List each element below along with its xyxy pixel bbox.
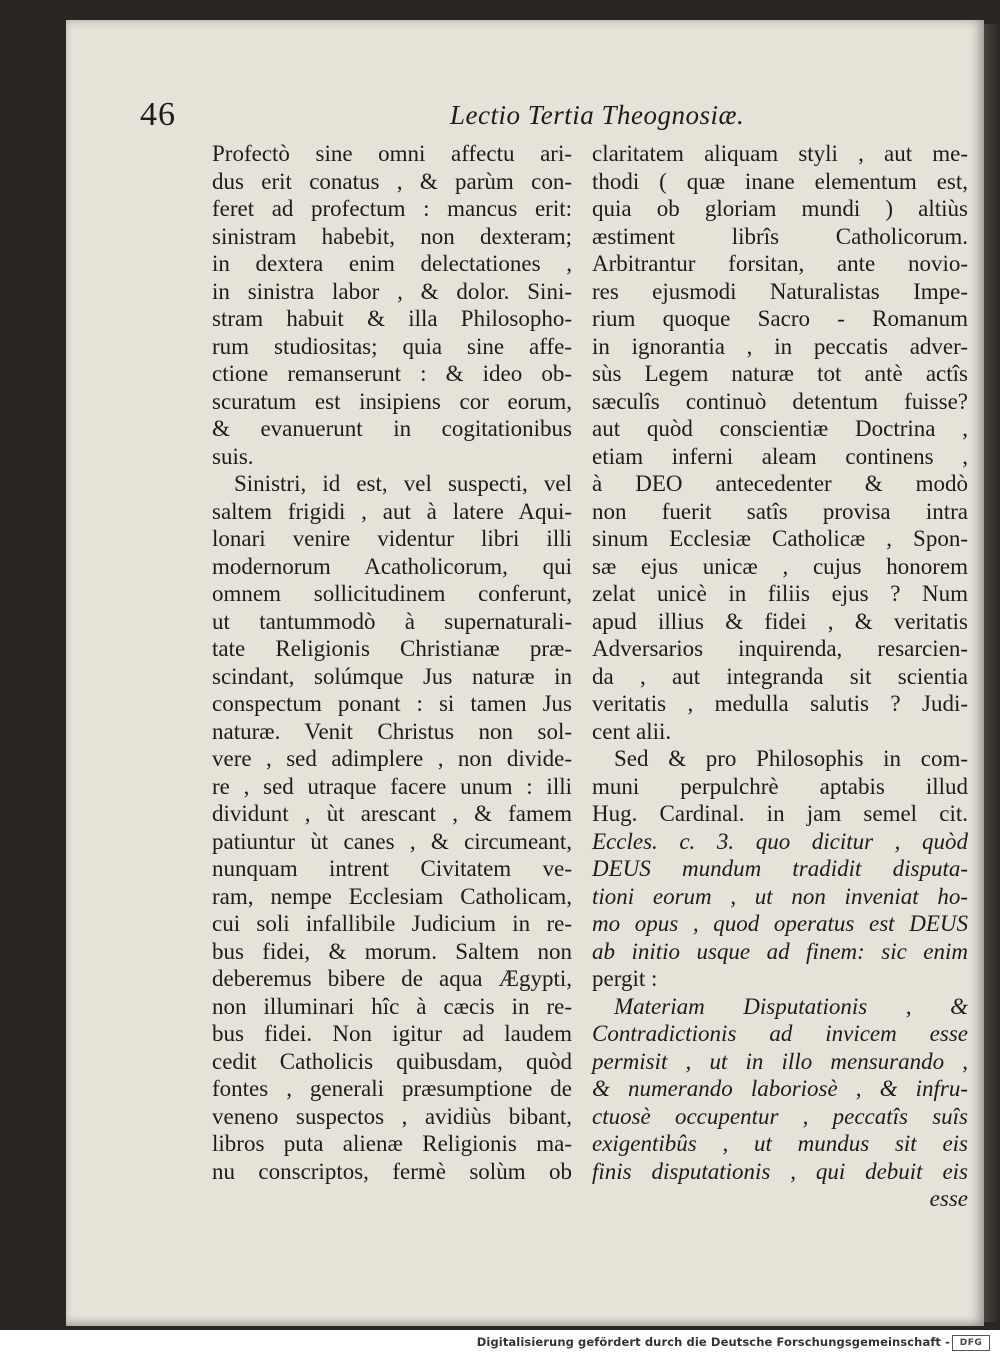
text-line: dus erit conatus , & parùm con- (212, 168, 572, 194)
text-line: rium quoque Sacro - Romanum (592, 306, 968, 331)
text-line: fontes , generali præsumptione de (212, 1076, 572, 1101)
text-line: saltem frigidi , aut à latere Aqui- (212, 498, 572, 524)
text-line: quia ob gloriam mundi ) altiùs (592, 196, 968, 221)
text-line: non fuerit satîs provisa intra (592, 498, 968, 524)
text-line: exigentibûs , ut mundus sit eis (592, 1131, 968, 1156)
text-line: feret ad profectum : mancus erit: (212, 196, 572, 221)
text-line: Sed & pro Philosophis in com- (614, 746, 968, 771)
text-line: patiuntur ùt canes , & circumeant, (212, 828, 572, 854)
text-line: suis. (212, 443, 254, 469)
text-line: sæ ejus unicæ , cujus honorem (592, 553, 968, 579)
dfg-logo: DFG (952, 1335, 990, 1351)
text-line: zelat unicè in filiis ejus ? Num (592, 581, 968, 606)
text-line: conspectum ponant : si tamen Jus (212, 691, 572, 716)
text-line: bus fidei, & morum. Saltem non (212, 938, 572, 964)
text-line: res ejusmodi Naturalistas Impe- (592, 278, 968, 304)
left-text-column (212, 140, 572, 1185)
text-line: sùs Legem naturæ tot antè actîs (592, 361, 968, 386)
page-number: 46 (140, 96, 176, 133)
text-line: tioni eorum , ut non inveniat ho- (592, 883, 968, 909)
right-text-column (592, 140, 968, 1213)
text-line: nu conscriptos, fermè solùm ob (212, 1158, 572, 1184)
funding-credit: Digitalisierung gefördert durch die Deutsche Forschungsgemeinschaft - (476, 1335, 950, 1349)
text-line: ut tantummodò à supernaturali- (212, 608, 572, 634)
text-line: veneno suspectos , avidiùs bibant, (212, 1103, 572, 1129)
text-line: deberemus bibere de aqua Ægypti, (212, 966, 572, 991)
text-line: DEUS mundum tradidit disputa- (592, 856, 968, 881)
text-line: thodi ( quæ inane elementum est, (592, 168, 968, 194)
text-line: rum studiositas; quia sine affe- (212, 333, 572, 359)
catchword: esse (929, 1186, 968, 1211)
text-line: ctione remanserunt : & ideo ob- (212, 361, 572, 386)
text-line: tate Religionis Christianæ præ- (212, 636, 572, 661)
text-line: cent alii. (592, 718, 672, 744)
text-line: in sinistra labor , & dolor. Sini- (212, 278, 572, 304)
text-line: Hug. Cardinal. in jam semel cit. (592, 801, 968, 826)
text-line: & numerando laboriosè , & infru- (592, 1076, 968, 1101)
text-line: Materiam Disputationis , & (614, 993, 968, 1019)
text-line: scindant, solúmque Jus naturæ in (212, 663, 572, 689)
text-line: sinistram habebit, non dexteram; (212, 223, 572, 249)
text-line: in ignorantia , in peccatis adver- (592, 333, 968, 359)
text-line: modernorum Acatholicorum, qui (212, 553, 572, 579)
text-line: cui soli infallibile Judicium in re- (212, 911, 572, 936)
text-line: pergit : (592, 966, 658, 991)
text-line: sinum Ecclesiæ Catholicæ , Spon- (592, 526, 968, 551)
text-line: etiam inferni aleam continens , (592, 443, 968, 469)
text-line: Sinistri, id est, vel suspecti, vel (234, 471, 572, 496)
text-line: Adversarios inquirenda, resarcien- (592, 636, 968, 661)
text-line: mo opus , quod operatus est DEUS (592, 911, 968, 936)
text-line: Arbitrantur forsitan, ante novio- (592, 251, 968, 276)
text-line: non illuminari hîc à cæcis in re- (212, 993, 572, 1019)
text-line: ctuosè occupentur , peccatîs suîs (592, 1103, 968, 1129)
text-line: ab initio usque ad finem: sic enim (592, 938, 968, 964)
text-line: à DEO antecedenter & modò (592, 471, 968, 496)
text-line: libros puta alienæ Religionis ma- (212, 1131, 572, 1156)
text-line: aut quòd conscientiæ Doctrina , (592, 416, 968, 441)
text-line: muni perpulchrè aptabis illud (592, 773, 968, 799)
text-line: cedit Catholicis quibusdam, quòd (212, 1048, 572, 1074)
text-line: re , sed utraque facere unum : illi (212, 773, 572, 799)
text-line: omnem sollicitudinem conferunt, (212, 581, 572, 606)
text-line: permisit , ut in illo mensurando , (592, 1048, 968, 1074)
text-line: claritatem aliquam styli , aut me- (592, 141, 968, 166)
text-line: in dextera enim delectationes , (212, 251, 572, 276)
running-head (140, 96, 970, 136)
text-line: Eccles. c. 3. quo dicitur , quòd (592, 828, 968, 854)
text-line: finis disputationis , qui debuit eis (592, 1158, 968, 1184)
text-line: Profectò sine omni affectu ari- (212, 141, 572, 166)
text-line: stram habuit & illa Philosopho- (212, 306, 572, 331)
text-line: naturæ. Venit Christus non sol- (212, 718, 572, 744)
running-title: Lectio Tertia Theognosiæ. (450, 100, 745, 130)
text-line: veritatis , medulla salutis ? Judi- (592, 691, 968, 716)
text-line: vere , sed adimplere , non divide- (212, 746, 572, 771)
text-line: Contradictionis ad invicem esse (592, 1021, 968, 1046)
page-edge (984, 24, 1000, 1322)
text-line: bus fidei. Non igitur ad laudem (212, 1021, 572, 1046)
text-line: ram, nempe Ecclesiam Catholicam, (212, 883, 572, 909)
text-line: lonari venire videntur libri illi (212, 526, 572, 551)
digitization-footer (0, 1330, 1000, 1356)
text-line: æstiment librîs Catholicorum. (592, 223, 968, 249)
text-line: dividunt , ùt arescant , & famem (212, 801, 572, 826)
text-line: scuratum est insipiens cor eorum, (212, 388, 572, 414)
text-line: da , aut integranda sit scientia (592, 663, 968, 689)
text-line: nunquam intrent Civitatem ve- (212, 856, 572, 881)
text-line: sæculîs continuò detentum fuisse? (592, 388, 968, 414)
text-line: & evanuerunt in cogitationibus (212, 416, 572, 441)
text-line: apud illius & fidei , & veritatis (592, 608, 968, 634)
